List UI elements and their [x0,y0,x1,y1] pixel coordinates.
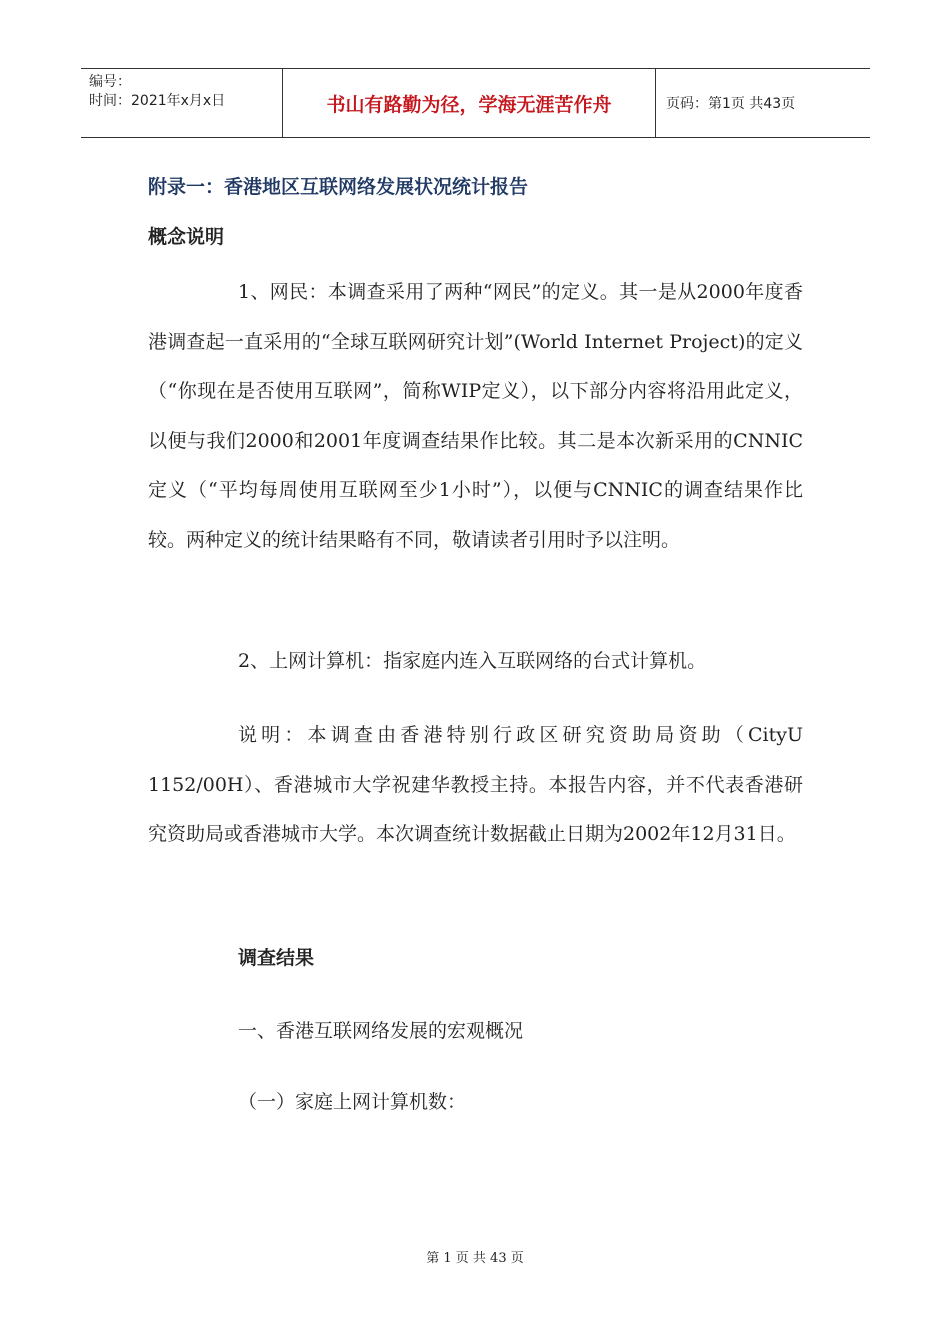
paragraph-online-computer: 2、上网计算机：指家庭内连入互联网络的台式计算机。 [238,650,707,672]
paragraph-netizen-definition: 1、网民：本调查采用了两种“网民”的定义。其一是从2000年度香港调查起一直采用的“全球互联网研究计划”(World Internet Project)的定义（“你现在是否使用互联网”，简称WIP定义），以下部分内容将沿用此定义，以便与我们2000和2001年度调查结果作比较。其二是本次新采用的CNNIC定义（“平均每周使用互联网至少1小时”），以便与CNNIC的调查结果作比较。两种定义的统计结果略有不同，敬请读者引用时予以注明。 [148,281,803,551]
header-meta [81,69,283,137]
number-label: 编号： [89,74,131,90]
page-footer: 第 1 页 共 43 页 [426,1251,524,1266]
appendix-title: 附录一：香港地区互联网络发展状况统计报告 [148,176,529,198]
time-label: 时间：2021年x月x日 [89,93,226,109]
header-page-info: 页码：第1页 共43页 [666,96,796,112]
section-heading: 一、香港互联网络发展的宏观概况 [238,1020,524,1042]
page-header [81,68,870,138]
concept-heading: 概念说明 [148,226,225,248]
header-motto: 书山有路勤为径，学海无涯苦作舟 [283,69,656,137]
paragraph-note: 说明：本调查由香港特别行政区研究资助局资助（CityU 1152/00H）、香港城市大学祝建华教授主持。本报告内容，并不代表香港研究资助局或香港城市大学。本次调查统计数据截止日期为2002年12月31日。 [148,724,803,846]
results-heading: 调查结果 [238,947,315,969]
subsection-heading: （一）家庭上网计算机数： [238,1091,467,1113]
